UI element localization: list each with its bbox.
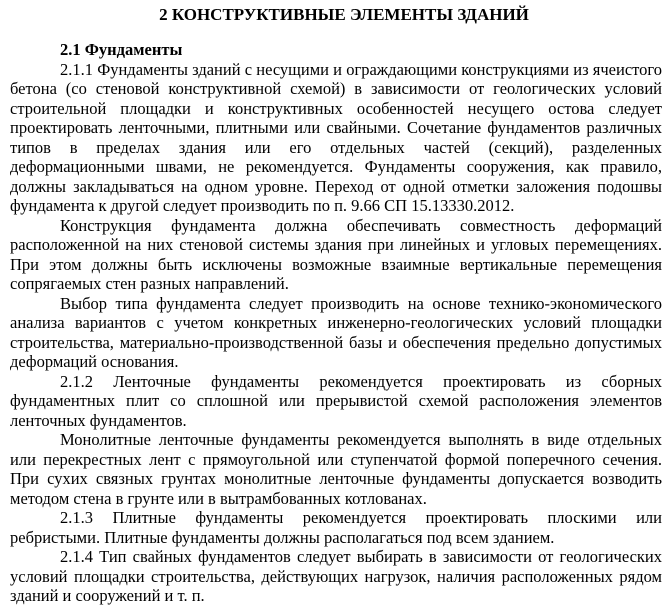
chapter-title: 2 КОНСТРУКТИВНЫЕ ЭЛЕМЕНТЫ ЗДАНИЙ (159, 5, 529, 24)
paragraph-2-1-3: 2.1.3 Плитные фундаменты рекомендуется проектировать плоскими или ребристыми. Плитные фундаменты должны располагаться под всем зданием. (10, 508, 662, 547)
paragraph-2-1-1: 2.1.1 Фундаменты зданий с несущими и ограждающими конструкциями из ячеистого бетона (со стеновой конструктивной схемой) в зависимости от геологических условий строительной площадки и конструктивных особенностей несущего остова следует проектировать ленточными, плитными или свайными. Сочетание фундаментов различных типов в пределах здания или его отдельных частей (секций), разделенных деформационными швами, не рекомендуется. Фундаменты сооружения, как правило, должны закладываться на одном уровне. Переход от одной отметки заложения подошвы фундамента к другой следует производить по п. 9.66 СП 15.13330.2012. (10, 59, 662, 215)
section-title: 2.1 Фундаменты (60, 40, 183, 59)
paragraph-foundation-construction: Конструкция фундамента должна обеспечивать совместность деформаций расположенной на них стеновой системы здания при линейных и угловых перемещениях. При этом должны быть исключены возможные взаимные вертикальные перемещения сопрягаемых стен разных направлений. (10, 215, 662, 293)
paragraph-monolithic-strip: Монолитные ленточные фундаменты рекомендуется выполнять в виде отдельных или перекрестных лент с прямоугольной или ступенчатой формой поперечного сечения. При сухих связных грунтах монолитные ленточные фундаменты допускается возводить методом стена в грунте или в вытрамбованных котлованах. (10, 430, 662, 508)
paragraph-2-1-2: 2.1.2 Ленточные фундаменты рекомендуется проектировать из сборных фундаментных плит со сплошной или прерывистой схемой расположения элементов ленточных фундаментов. (10, 371, 662, 430)
paragraph-foundation-type-choice: Выбор типа фундамента следует производить на основе технико-экономического анализа вариантов с учетом конкретных инженерно-геологических условий площадки строительства, материально-производственной базы и обеспечения предельно допустимых деформаций основания. (10, 293, 662, 371)
paragraph-2-1-4: 2.1.4 Тип свайных фундаментов следует выбирать в зависимости от геологических условий площадки строительства, действующих нагрузок, наличия расположенных рядом зданий и сооружений и т. п. (10, 547, 662, 605)
